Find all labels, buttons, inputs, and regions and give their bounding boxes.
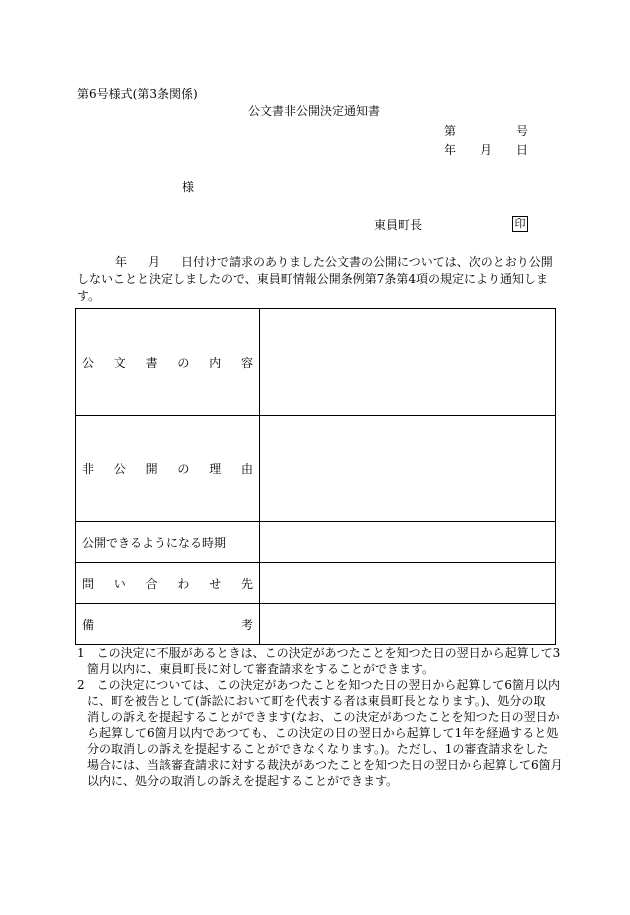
label-remarks: 備 考: [76, 604, 260, 645]
label-document-content: 公 文 書 の 内 容: [76, 309, 260, 416]
value-disclosure-timing[interactable]: [260, 522, 556, 563]
date-month: 月: [480, 143, 493, 157]
number-suffix: 号: [516, 124, 529, 138]
value-nondisclosure-reason[interactable]: [260, 416, 556, 522]
body-line-3: す。: [77, 289, 101, 303]
date-year: 年: [444, 143, 457, 157]
label-disclosure-timing: 公開できるようになる時期: [76, 522, 260, 563]
table-row: [76, 522, 556, 563]
number-prefix: 第: [444, 124, 457, 138]
notes: [77, 645, 563, 789]
label-contact: 問 い 合 わ せ 先: [76, 563, 260, 604]
issuer-name: 東員町長: [374, 218, 423, 232]
table-row: [76, 416, 556, 522]
body-month: 月: [148, 255, 161, 269]
note-1: 1 この決定に不服があるときは、この決定があつたことを知つた日の翌日から起算して3 箇月以内に、東員町長に対して審査請求をすることができます。: [77, 646, 561, 676]
form-id: 第6号様式(第3条関係): [77, 87, 198, 101]
value-remarks[interactable]: [260, 604, 556, 645]
document-title: 公文書非公開決定通知書: [248, 104, 381, 118]
table-row: [76, 604, 556, 645]
addressee-honorific: 様: [182, 180, 195, 194]
body-line-1: [77, 254, 555, 271]
table-row: [76, 309, 556, 416]
date-day: 日: [516, 143, 529, 157]
notice-body: [77, 254, 555, 305]
body-year: 年: [115, 255, 128, 269]
label-nondisclosure-reason: 非 公 開 の 理 由: [76, 416, 260, 522]
seal-mark: 印: [512, 216, 528, 232]
body-line-1-rest: 日付けで請求のありました公文書の公開については、次のとおり公開: [181, 255, 553, 269]
table-row: [76, 563, 556, 604]
value-document-content[interactable]: [260, 309, 556, 416]
value-contact[interactable]: [260, 563, 556, 604]
body-line-2: しないことと決定しましたので、東員町情報公開条例第7条第4項の規定により通知しま: [77, 272, 549, 286]
note-2: 2 この決定については、この決定があつたことを知つた日の翌日から起算して6箇月以内 に、町を被告として(訴訟において町を代表する者は東員町長となります。)、処分の取 消しの訴えを提起することができます(なお、この決定があつたことを知つた日の翌日か ら起算して6箇月以内であつても、この決定の日の翌日から起算して1年を経過すると処 分の取消しの訴えを提起することができなくなります。)。ただし、1の審査請求をした 場合には、当該審査請求に対する裁決があつたことを知つた日の翌日から起算して6箇月 以内に、処分の取消しの訴えを提起することができます。: [77, 678, 563, 788]
decision-table: [75, 308, 556, 645]
